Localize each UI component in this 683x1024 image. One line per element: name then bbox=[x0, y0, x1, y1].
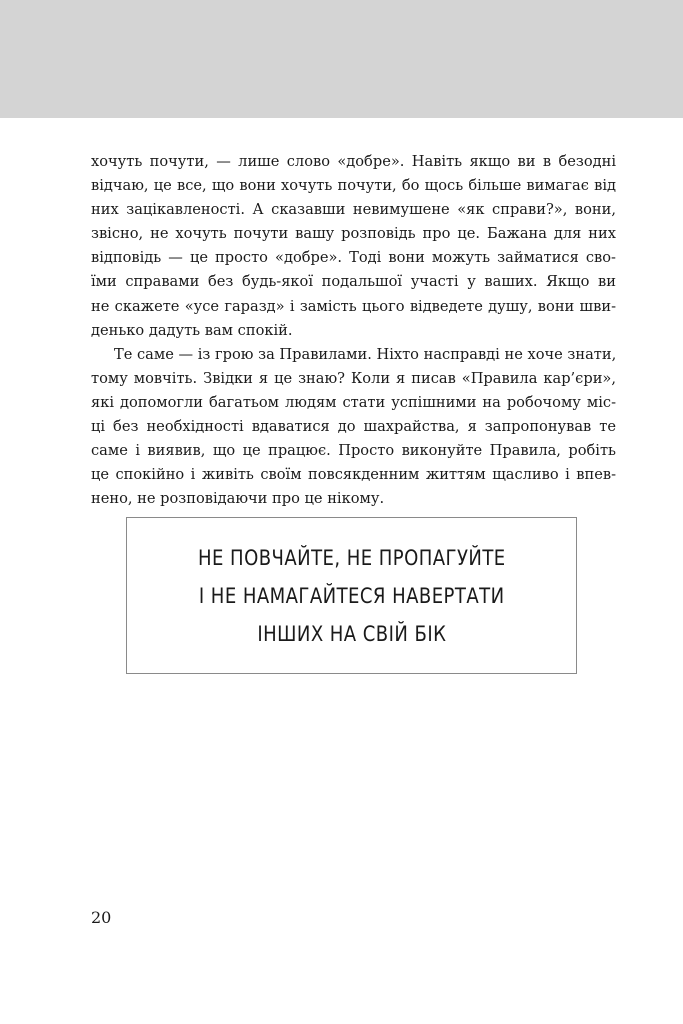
text-line: саме і виявив, що це працює. Просто виконуйте Правила, робіть bbox=[91, 442, 616, 460]
text-line: звісно, не хочуть почути вашу розповідь про це. Бажана для них bbox=[91, 225, 616, 243]
paragraph-1 bbox=[91, 150, 616, 343]
callout-line: НЕ ПОВЧАЙТЕ, НЕ ПРОПАГУЙТЕ bbox=[197, 545, 506, 570]
text-line: їми справами без будь-якої подальшої участі у ваших. Якщо ви bbox=[91, 273, 616, 291]
rule-callout-box bbox=[126, 517, 577, 674]
body-text bbox=[91, 150, 616, 511]
callout-line: ІНШИХ НА СВІЙ БІК bbox=[257, 621, 446, 646]
text-line: Те саме — із грою за Правилами. Ніхто насправді не хоче знати, bbox=[114, 345, 617, 363]
text-line: відповідь — це просто «добре». Тоді вони можуть займатися сво- bbox=[91, 249, 616, 267]
text-line: це спокійно і живіть своїм повсякденним життям щасливо і впев- bbox=[91, 466, 616, 484]
header-band bbox=[0, 0, 683, 118]
text-line: відчаю, це все, що вони хочуть почути, бо щось більше вимагає від bbox=[91, 177, 616, 195]
text-line: не скажете «усе гаразд» і замість цього відведете душу, вони шви- bbox=[91, 297, 616, 315]
text-line: тому мовчіть. Звідки я це знаю? Коли я писав «Правила кар’єри», bbox=[91, 369, 616, 387]
text-line: них зацікавленості. А сказавши невимушене «як справи?», вони, bbox=[91, 201, 616, 219]
callout-line: І НЕ НАМАГАЙТЕСЯ НАВЕРТАТИ bbox=[198, 583, 505, 608]
paragraph-2 bbox=[91, 343, 616, 512]
text-line: нено, не розповідаючи про це нікому. bbox=[91, 490, 385, 508]
text-line: денько дадуть вам спокій. bbox=[91, 321, 293, 339]
text-line: ці без необхідності вдаватися до шахрайства, я запропонував те bbox=[91, 418, 616, 436]
text-line: хочуть почути, — лише слово «добре». Навіть якщо ви в безодні bbox=[91, 153, 616, 170]
text-line: які допомогли багатьом людям стати успішними на робочому міс- bbox=[91, 393, 616, 411]
page-number: 20 bbox=[91, 908, 112, 927]
